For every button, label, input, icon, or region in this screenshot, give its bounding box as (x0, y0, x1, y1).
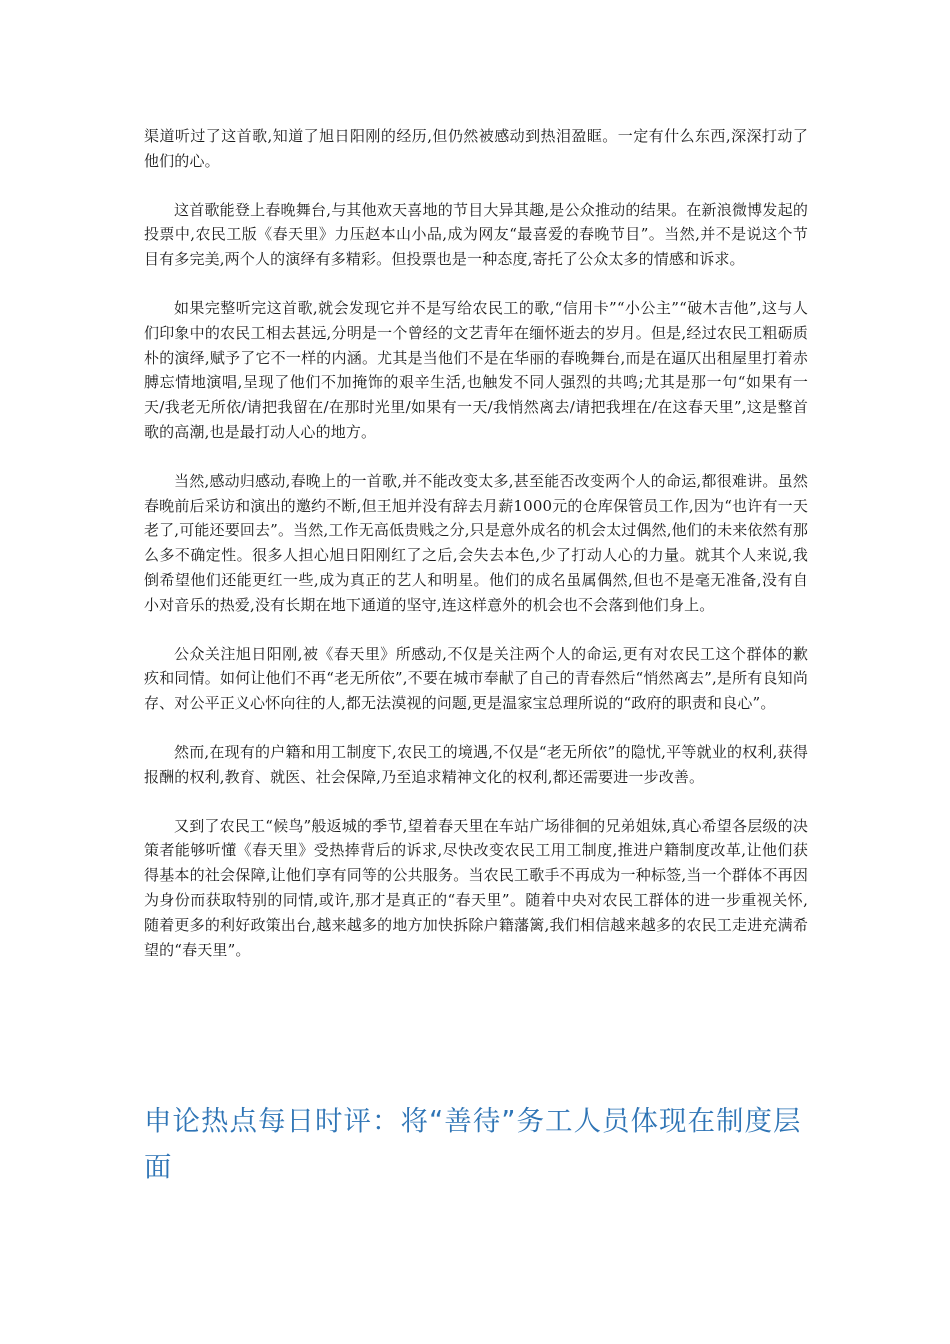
paragraph: 然而,在现有的户籍和用工制度下,农民工的境遇,不仅是“老无所依”的隐忧,平等就业的权利,获得报酬的权利,教育、就医、社会保障,乃至追求精神文化的权利,都还需要进一步改善。 (144, 742, 808, 786)
paragraph-continuation: 渠道听过了这首歌,知道了旭日阳刚的经历,但仍然被感动到热泪盈眶。一定有什么东西,深深打动了他们的心。 (144, 127, 808, 170)
paragraph: 这首歌能登上春晚舞台,与其他欢天喜地的节目大异其趣,是公众推动的结果。在新浪微博发起的投票中,农民工版《春天里》力压赵本山小品,成为网友“最喜爱的春晚节目”。当然,并不是说这个节目有多完美,两个人的演绎有多精彩。但投票也是一种态度,寄托了公众太多的情感和诉求。 (144, 200, 808, 269)
paragraph: 又到了农民工“候鸟”般返城的季节,望着春天里在车站广场徘徊的兄弟姐妹,真心希望各层级的决策者能够听懂《春天里》受热捧背后的诉求,尽快改变农民工用工制度,推进户籍制度改革,让他们获得基本的社会保障,让他们享有同等的公共服务。当农民工歌手不再成为一种标签,当一个群体不再因为身份而获取特别的同情,或许,那才是真正的“春天里”。随着中央对农民工群体的进一步重视关怀,随着更多的利好政策出台,越来越多的地方加快拆除户籍藩篱,我们相信越来越多的农民工走进充满希望的“春天里”。 (144, 816, 808, 959)
paragraph-spacer (144, 174, 808, 198)
section-heading: 申论热点每日时评：将“善待”务工人员体现在制度层面 (144, 1105, 802, 1183)
paragraph-spacer (144, 272, 808, 296)
paragraph: 如果完整听完这首歌,就会发现它并不是写给农民工的歌,“信用卡”“小公主”“破木吉他”,这与人们印象中的农民工相去甚远,分明是一个曾经的文艺青年在缅怀逝去的岁月。但是,经过农民工粗砺质朴的演绎,赋予了它不一样的内涵。尤其是当他们不是在华丽的春晚舞台,而是在逼仄出租屋里打着赤膊忘情地演唱,呈现了他们不加掩饰的艰辛生活,也触发不同人强烈的共鸣;尤其是那一句“如果有一天/我老无所依/请把我留在/在那时光里/如果有一天/我悄然离去/请把我埋在/在这春天里”,这是整首歌的高潮,也是最打动人心的地方。 (144, 298, 808, 441)
paragraph: 公众关注旭日阳刚,被《春天里》所感动,不仅是关注两个人的命运,更有对农民工这个群体的歉疚和同情。如何让他们不再“老无所依”,不要在城市奉献了自己的青春然后“悄然离去”,是所有良知尚存、对公平正义心怀向往的人,都无法漠视的问题,更是温家宝总理所说的“政府的职责和良心”。 (144, 644, 808, 713)
paragraph: 当然,感动归感动,春晚上的一首歌,并不能改变太多,甚至能否改变两个人的命运,都很难讲。虽然春晚前后采访和演出的邀约不断,但王旭并没有辞去月薪1000元的仓库保管员工作,因为“也许有一天老了,可能还要回去”。当然,工作无高低贵贱之分,只是意外成名的机会太过偶然,他们的未来依然有那么多不确定性。很多人担心旭日阳刚红了之后,会失去本色,少了打动人心的力量。就其个人来说,我倒希望他们还能更红一些,成为真正的艺人和明星。他们的成名虽属偶然,但也不是毫无准备,没有自小对音乐的热爱,没有长期在地下通道的坚守,连这样意外的机会也不会落到他们身上。 (144, 471, 808, 614)
paragraph-spacer (144, 618, 808, 642)
paragraph-spacer (144, 790, 808, 814)
paragraph-spacer (144, 716, 808, 740)
paragraph-spacer (144, 445, 808, 469)
article-body (144, 124, 808, 962)
